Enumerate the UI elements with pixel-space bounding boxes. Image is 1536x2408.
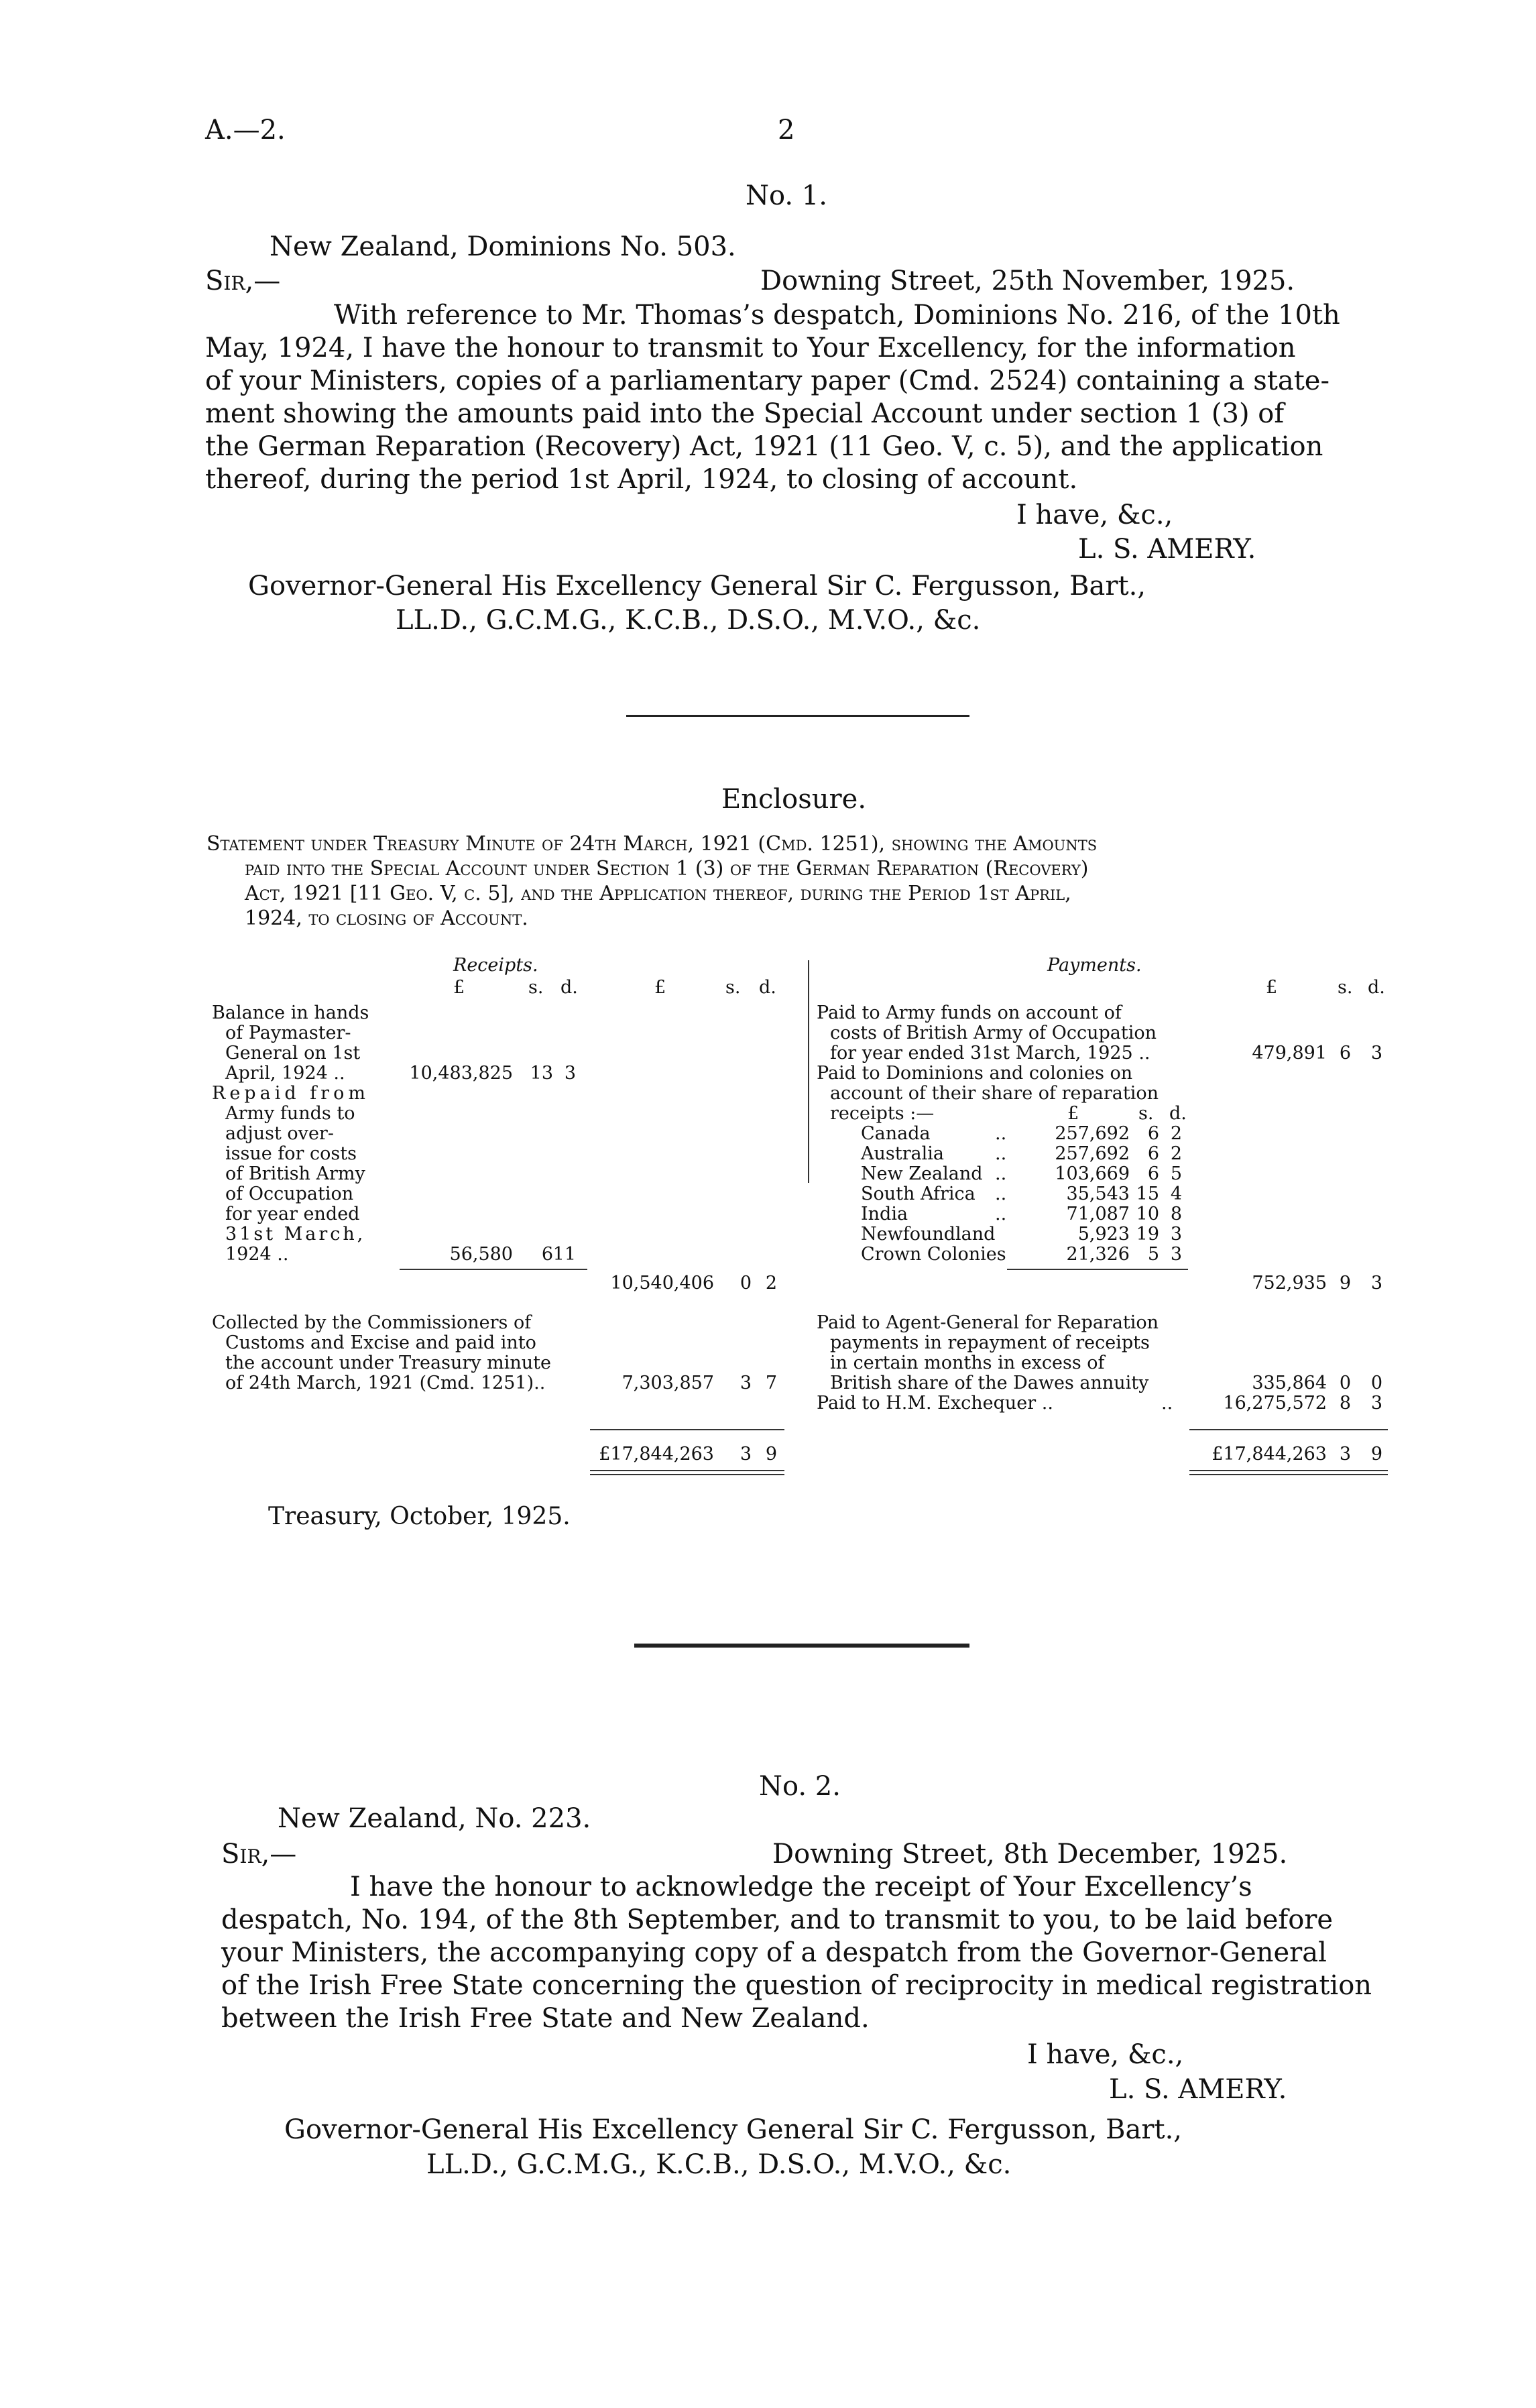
- currency-shillings: s.: [1338, 977, 1353, 998]
- payment-amount-pounds: 479,891: [1252, 1043, 1327, 1064]
- dominion-shillings: 19: [1136, 1224, 1159, 1245]
- payment-amount-pence: 3: [1370, 1393, 1382, 1414]
- body-line: With reference to Mr. Thomas’s despatch, Dominions No. 216, of the 10th: [334, 300, 1340, 331]
- section-divider: [626, 715, 969, 717]
- dominion-name: Australia: [861, 1143, 944, 1164]
- receipt-label-line: of British Army: [225, 1163, 365, 1184]
- total-rule: [1189, 1429, 1388, 1430]
- statement-heading: [206, 832, 1380, 931]
- closing: I have, &c.,: [1016, 500, 1173, 530]
- dominion-shillings: 6: [1147, 1123, 1159, 1144]
- dominion-pounds: 103,669: [1055, 1163, 1130, 1184]
- receipt-label-line: issue for costs: [225, 1143, 357, 1164]
- dominion-pence: 3: [1170, 1224, 1182, 1245]
- despatch-number: No. 2.: [759, 1771, 841, 1802]
- receipt-label-line: Collected by the Commissioners of: [212, 1312, 532, 1333]
- dominion-name: Newfoundland: [861, 1224, 996, 1245]
- currency-shillings: s.: [1138, 1103, 1154, 1124]
- dominion-name: South Africa: [861, 1184, 976, 1204]
- dominion-shillings: 10: [1136, 1204, 1159, 1224]
- receipt-label-line: Repaid from: [212, 1083, 369, 1104]
- currency-pence: d.: [560, 977, 578, 998]
- total-double-rule: [590, 1474, 784, 1475]
- dominion-shillings: 15: [1136, 1184, 1159, 1204]
- dominion-pounds: 257,692: [1055, 1123, 1130, 1144]
- heading-line: Statement under Treasury Minute of 24th March, 1921 (Cmd. 1251), showing the Amounts: [206, 832, 1098, 856]
- receipt-label-line: General on 1st: [225, 1043, 361, 1064]
- payment-label-line: account of their share of reparation: [830, 1083, 1159, 1104]
- payment-label-line: costs of British Army of Occupation: [830, 1023, 1157, 1043]
- recipient-line: LL.D., G.C.M.G., K.C.B., D.S.O., M.V.O., &c.: [426, 2149, 1012, 2180]
- body-line: May, 1924, I have the honour to transmit to Your Excellency, for the information: [205, 333, 1296, 363]
- payment-amount-pounds: 752,935: [1252, 1273, 1327, 1294]
- place-date: Downing Street, 25th November, 1925.: [760, 266, 1295, 296]
- currency-pence: d.: [1169, 1103, 1187, 1124]
- receipt-amount-shillings: 6: [541, 1244, 553, 1265]
- subtotal-rule: [400, 1269, 587, 1270]
- receipt-label-line: for year ended: [225, 1204, 360, 1224]
- body-line: ment showing the amounts paid into the Special Account under section 1 (3) of: [205, 398, 1285, 429]
- payment-label-line: British share of the Dawes annuity: [830, 1373, 1149, 1393]
- body-line: of the Irish Free State concerning the question of reciprocity in medical registration: [221, 1970, 1372, 2001]
- dominion-name: New Zealand: [861, 1163, 983, 1184]
- payment-label-line: receipts :—: [830, 1103, 935, 1124]
- total-double-rule: [1189, 1470, 1388, 1471]
- dominion-name: Crown Colonies: [861, 1244, 1006, 1265]
- dominion-pence: 3: [1170, 1244, 1182, 1265]
- recipient-line: LL.D., G.C.M.G., K.C.B., D.S.O., M.V.O., &c.: [396, 605, 981, 636]
- dominion-dots: ..: [995, 1184, 1007, 1204]
- currency-shillings: s.: [725, 977, 741, 998]
- receipt-label-line: of 24th March, 1921 (Cmd. 1251)..: [225, 1373, 546, 1393]
- receipt-label-line: Army funds to: [225, 1103, 355, 1124]
- body-line: thereof, during the period 1st April, 1924, to closing of account.: [205, 464, 1078, 495]
- payment-amount-pence: 0: [1370, 1373, 1382, 1393]
- heading-line: paid into the Special Account under Section 1 (3) of the German Reparation (Recovery): [245, 857, 1089, 880]
- column-separator: [808, 960, 809, 1183]
- receipt-label-line: Customs and Excise and paid into: [225, 1332, 536, 1353]
- receipt-subtotal-pounds: 10,540,406: [610, 1273, 714, 1294]
- receipt-label-line: adjust over-: [225, 1123, 334, 1144]
- payment-amount-shillings: 0: [1339, 1373, 1351, 1393]
- receipt-label-line: of Occupation: [225, 1184, 354, 1204]
- body-line: between the Irish Free State and New Zealand.: [221, 2003, 870, 2034]
- section-divider-heavy: [634, 1644, 969, 1648]
- dominion-name: Canada: [861, 1123, 931, 1144]
- payments-total-pence: 9: [1370, 1444, 1382, 1465]
- currency-pounds: £: [1266, 977, 1278, 998]
- receipts-total-pence: 9: [765, 1444, 777, 1465]
- receipt-subtotal-shillings: 0: [740, 1273, 752, 1294]
- closing: I have, &c.,: [1027, 2039, 1184, 2070]
- dominion-pounds: 257,692: [1055, 1143, 1130, 1164]
- addressee-reference: New Zealand, Dominions No. 503.: [270, 231, 736, 262]
- payment-amount-shillings: 9: [1339, 1273, 1351, 1294]
- receipt-label-line: 1924 ..: [225, 1244, 289, 1265]
- dominion-dots: ..: [995, 1204, 1007, 1224]
- dominion-pence: 8: [1170, 1204, 1182, 1224]
- payment-label-line: payments in repayment of receipts: [830, 1332, 1150, 1353]
- payment-amount-shillings: 6: [1339, 1043, 1351, 1064]
- receipts-total-shillings: 3: [740, 1444, 752, 1465]
- dominion-pounds: 71,087: [1066, 1204, 1130, 1224]
- dominion-pence: 2: [1170, 1143, 1182, 1164]
- page-number: 2: [778, 115, 795, 146]
- receipt-amount-pounds: 7,303,857: [622, 1373, 714, 1393]
- currency-pounds: £: [654, 977, 666, 998]
- currency-pence: d.: [1368, 977, 1385, 998]
- payment-label-line: Paid to Agent-General for Reparation: [817, 1312, 1159, 1333]
- recipient-line: Governor-General His Excellency General Sir C. Fergusson, Bart.,: [284, 2114, 1183, 2145]
- receipt-amount-pence: 11: [552, 1244, 576, 1265]
- payments-title: Payments.: [1047, 955, 1142, 976]
- dominion-pence: 4: [1170, 1184, 1182, 1204]
- payment-amount-pounds: 16,275,572: [1223, 1393, 1327, 1414]
- receipt-label-line: Balance in hands: [212, 1002, 369, 1023]
- dominion-dots: ..: [995, 1143, 1007, 1164]
- salutation: Sir,—: [221, 1839, 297, 1870]
- dominion-pounds: 21,326: [1066, 1244, 1130, 1265]
- payment-label-line: Paid to Dominions and colonies on: [817, 1063, 1133, 1084]
- payments-total-pounds: £17,844,263: [1212, 1444, 1327, 1465]
- heading-line: 1924, to closing of Account.: [245, 907, 528, 930]
- total-double-rule: [1189, 1474, 1388, 1475]
- currency-shillings: s.: [528, 977, 544, 998]
- dominion-pence: 2: [1170, 1123, 1182, 1144]
- dominion-shillings: 6: [1147, 1163, 1159, 1184]
- receipts-title: Receipts.: [453, 955, 538, 976]
- heading-line: Act, 1921 [11 Geo. V, c. 5], and the Application thereof, during the Period 1st April,: [245, 882, 1071, 905]
- receipt-amount-shillings: 3: [740, 1373, 752, 1393]
- payment-amount-shillings: 8: [1339, 1393, 1351, 1414]
- currency-pounds: £: [453, 977, 465, 998]
- payment-label-line: Paid to Army funds on account of: [817, 1002, 1122, 1023]
- dominion-shillings: 6: [1147, 1143, 1159, 1164]
- payment-label-line: for year ended 31st March, 1925 ..: [830, 1043, 1150, 1064]
- enclosure-footer: Treasury, October, 1925.: [268, 1503, 571, 1530]
- receipt-amount-pence: 3: [564, 1063, 576, 1084]
- payment-label-line: Paid to H.M. Exchequer ..: [817, 1393, 1053, 1414]
- payment-label-line: in certain months in excess of: [830, 1353, 1105, 1373]
- signature: L. S. AMERY.: [1109, 2074, 1287, 2105]
- payment-amount-pounds: 335,864: [1252, 1373, 1327, 1393]
- receipt-label-line: 31st March,: [225, 1224, 366, 1245]
- payment-dots: ..: [1161, 1393, 1173, 1414]
- recipient-line: Governor-General His Excellency General Sir C. Fergusson, Bart.,: [248, 571, 1146, 601]
- currency-pence: d.: [759, 977, 776, 998]
- dominion-dots: ..: [995, 1163, 1007, 1184]
- receipt-amount-pounds: 56,580: [449, 1244, 513, 1265]
- dominion-pounds: 5,923: [1077, 1224, 1130, 1245]
- currency-pounds: £: [1067, 1103, 1079, 1124]
- receipt-subtotal-pence: 2: [765, 1273, 777, 1294]
- receipts-total-pounds: £17,844,263: [599, 1444, 714, 1465]
- place-date: Downing Street, 8th December, 1925.: [772, 1839, 1288, 1870]
- despatch-number: No. 1.: [746, 180, 827, 211]
- enclosure-title: Enclosure.: [721, 784, 867, 815]
- body-line: your Ministers, the accompanying copy of a despatch from the Governor-General: [221, 1937, 1327, 1968]
- body-line: I have the honour to acknowledge the receipt of Your Excellency’s: [350, 1872, 1252, 1902]
- signature: L. S. AMERY.: [1078, 534, 1256, 565]
- receipt-amount-pence: 7: [765, 1373, 777, 1393]
- addressee-reference: New Zealand, No. 223.: [278, 1803, 591, 1834]
- total-double-rule: [590, 1470, 784, 1471]
- dominion-name: India: [861, 1204, 908, 1224]
- payment-amount-pence: 3: [1370, 1273, 1382, 1294]
- payments-total-shillings: 3: [1339, 1444, 1351, 1465]
- subtotal-rule: [1007, 1269, 1188, 1270]
- receipt-label-line: of Paymaster-: [225, 1023, 351, 1043]
- salutation: Sir,—: [205, 266, 281, 296]
- dominion-pence: 5: [1170, 1163, 1182, 1184]
- dominion-pounds: 35,543: [1066, 1184, 1130, 1204]
- dominion-dots: ..: [995, 1123, 1007, 1144]
- body-line: the German Reparation (Recovery) Act, 1921 (11 Geo. V, c. 5), and the application: [205, 431, 1323, 462]
- receipt-amount-pounds: 10,483,825: [409, 1063, 513, 1084]
- body-line: despatch, No. 194, of the 8th September, and to transmit to you, to be laid before: [221, 1904, 1334, 1935]
- document-reference: A.—2.: [205, 115, 286, 146]
- payment-amount-pence: 3: [1370, 1043, 1382, 1064]
- receipt-amount-shillings: 13: [530, 1063, 553, 1084]
- dominion-shillings: 5: [1147, 1244, 1159, 1265]
- receipt-label-line: April, 1924 ..: [225, 1063, 345, 1084]
- total-rule: [590, 1429, 784, 1430]
- receipt-label-line: the account under Treasury minute: [225, 1353, 551, 1373]
- body-line: of your Ministers, copies of a parliamentary paper (Cmd. 2524) containing a state-: [205, 365, 1330, 396]
